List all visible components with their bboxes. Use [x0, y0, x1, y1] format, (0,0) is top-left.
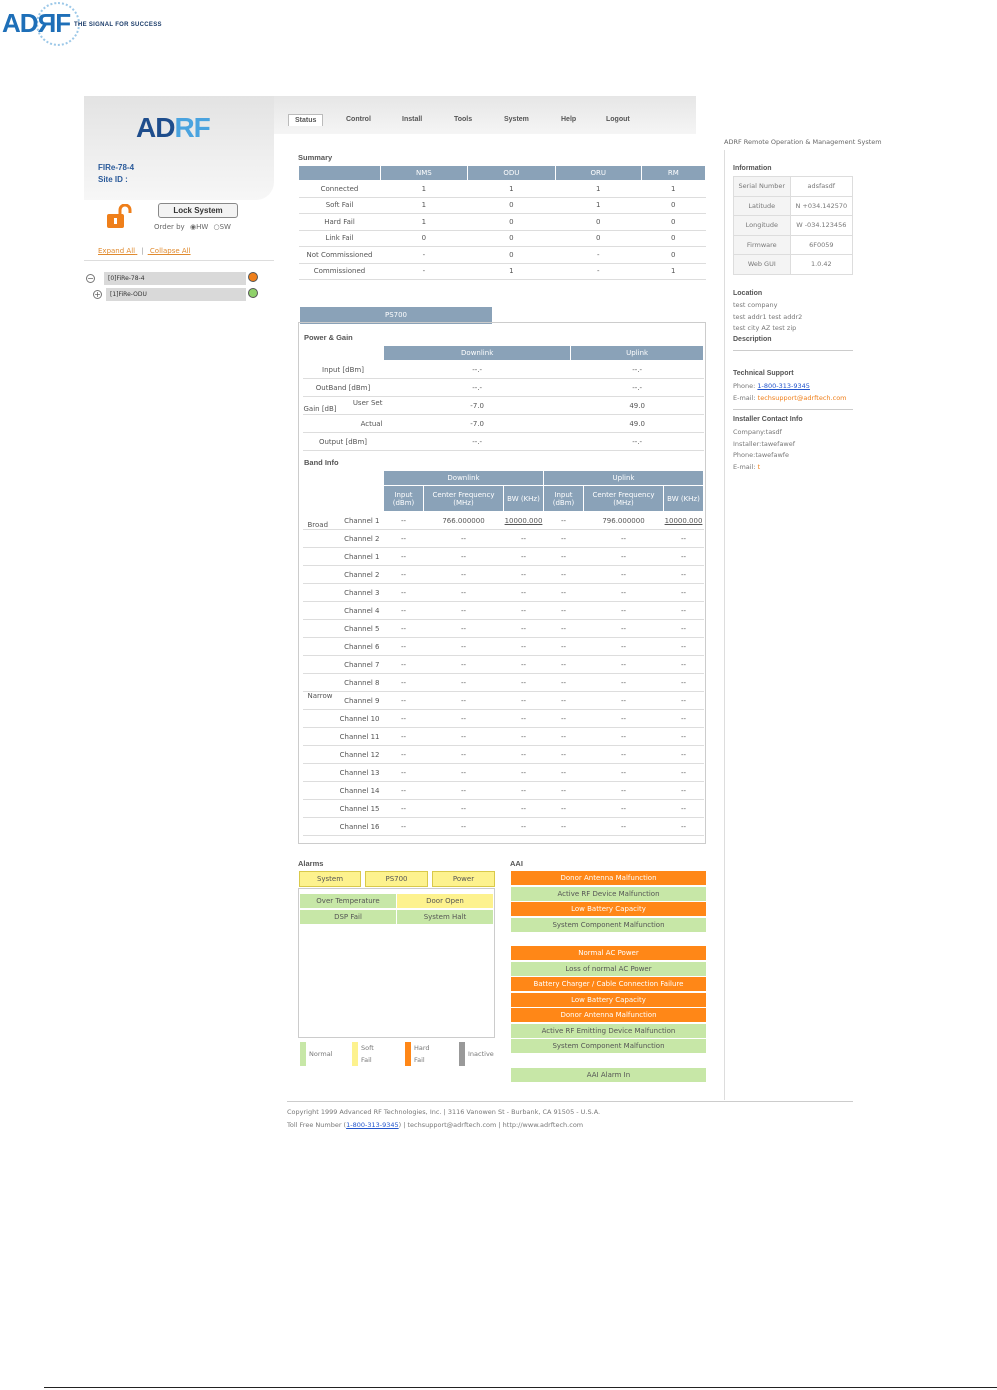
brand-logo: ADRF [136, 112, 210, 143]
main-tab-bar [274, 96, 696, 134]
band-cell: -- [664, 620, 704, 638]
band-cell: -- [544, 692, 584, 710]
summary-cell: - [555, 263, 641, 280]
band-cell: -- [504, 800, 544, 818]
band-cell: -- [544, 548, 584, 566]
unlock-icon[interactable] [106, 204, 132, 230]
info-row [734, 255, 853, 275]
tab-system[interactable]: System [504, 116, 529, 123]
band-cell: 796.000000 [584, 512, 664, 530]
summary-cell: 0 [641, 197, 705, 214]
band-cell: -- [584, 620, 664, 638]
band-row [303, 512, 704, 530]
summary-col: ORU [555, 166, 641, 181]
band-cell: -- [424, 602, 504, 620]
expand-all-link[interactable]: Expand All [98, 247, 136, 255]
legend-swatch [405, 1042, 411, 1066]
band-cell: -- [664, 656, 704, 674]
band-group-label: Broad [307, 521, 329, 529]
band-cell: -- [544, 728, 584, 746]
hw-radio[interactable]: ◉ [189, 223, 197, 231]
installer-email[interactable]: t [757, 462, 761, 471]
channel-label: Channel 9 [344, 696, 380, 705]
band-cell: -- [504, 818, 544, 836]
footer-copyright: Copyright 1999 Advanced RF Technologies, Inc. | 3116 Vanowen St - Burbank, CA 91505 - U.S.A. [287, 1108, 601, 1116]
channel-label: Channel 16 [339, 822, 380, 831]
band-cell: -- [504, 692, 544, 710]
pg-col-uplink: Uplink [571, 346, 704, 361]
band-cell: -- [504, 530, 544, 548]
tech-support-title: Technical Support [733, 370, 794, 377]
band-cell: -- [584, 710, 664, 728]
info-row [734, 235, 853, 255]
tree-expand-toggle[interactable]: + [94, 290, 101, 299]
summary-row-label: Hard Fail [299, 214, 381, 231]
band-cell: -- [584, 566, 664, 584]
summary-cell: 0 [467, 214, 555, 231]
channel-label: Channel 1 [344, 552, 380, 561]
info-key: Longitude [734, 216, 791, 236]
band-cell: -- [384, 530, 424, 548]
summary-cell: - [381, 263, 468, 280]
summary-cell: 1 [555, 197, 641, 214]
band-cell: -- [424, 764, 504, 782]
band-cell: -- [584, 818, 664, 836]
band-cell: -- [424, 674, 504, 692]
doc-header-logo: ADЯF THE SIGNAL FOR SUCCESS [2, 2, 182, 46]
band-cell: -- [584, 530, 664, 548]
info-key: Serial Number [734, 177, 791, 197]
band-cell: -- [584, 674, 664, 692]
band-cell: -- [544, 764, 584, 782]
band-cell: -- [504, 584, 544, 602]
aai-item: Donor Antenna Malfunction [511, 1008, 706, 1022]
information-table [733, 176, 853, 275]
logo-mark: AD [2, 8, 38, 38]
band-cell: -- [544, 710, 584, 728]
band-cell: -- [384, 584, 424, 602]
info-row [734, 196, 853, 216]
band-cell: -- [664, 674, 704, 692]
summary-title: Summary [298, 153, 333, 162]
band-row [303, 674, 704, 692]
band-cell: -- [424, 548, 504, 566]
band-cell: -- [504, 710, 544, 728]
summary-row-label: Soft Fail [299, 197, 381, 214]
band-cell: -- [664, 764, 704, 782]
collapse-all-link[interactable]: Collapse All [149, 247, 191, 255]
band-cell: -- [584, 728, 664, 746]
band-cell: -- [384, 566, 424, 584]
summary-row [299, 197, 706, 214]
band-row [303, 764, 704, 782]
info-key: Firmware [734, 235, 791, 255]
band-cell: -- [424, 692, 504, 710]
band-cell: -- [544, 566, 584, 584]
band-cell: -- [584, 602, 664, 620]
channel-label: Channel 12 [339, 750, 380, 759]
band-cell: -- [504, 566, 544, 584]
summary-cell: 1 [555, 181, 641, 198]
location-lines: test company test addr1 test addr2 test city AZ test zip [733, 301, 803, 332]
band-cell: -- [424, 782, 504, 800]
band-cell: -- [384, 800, 424, 818]
summary-cell: 0 [641, 247, 705, 264]
alarm-tab-power[interactable]: Power [432, 871, 495, 887]
summary-col: RM [641, 166, 705, 181]
channel-label: Channel 13 [339, 768, 380, 777]
summary-row [299, 263, 706, 280]
channel-label: Channel 7 [344, 660, 380, 669]
summary-cell: 1 [381, 197, 468, 214]
footer-contact: Toll Free Number (1-800-313-9345) | techsupport@adrftech.com | http://www.adrftech.com [287, 1121, 584, 1129]
brand-panel [84, 96, 274, 200]
band-cell: -- [584, 548, 664, 566]
channel-label: Channel 15 [339, 804, 380, 813]
pg-col-downlink: Downlink [384, 346, 571, 361]
summary-row [299, 247, 706, 264]
power-gain-title: Power & Gain [304, 333, 353, 342]
aai-item: Low Battery Capacity [511, 902, 706, 916]
legend-swatch [352, 1042, 358, 1066]
band-cell: -- [664, 584, 704, 602]
alarms-title: Alarms [298, 859, 324, 868]
band-row [303, 620, 704, 638]
device-name: FIRe-78-4 [98, 163, 135, 172]
summary-cell: 1 [467, 263, 555, 280]
channel-label: Channel 2 [344, 570, 380, 579]
band-row [303, 530, 704, 548]
band-cell: -- [544, 656, 584, 674]
legend-label: Soft Fail [361, 1044, 374, 1064]
alarm-tab-system[interactable]: System [299, 871, 361, 887]
row-label: Output [dBm] [303, 433, 384, 451]
band-cell: -- [504, 782, 544, 800]
band-info-title: Band Info [304, 458, 339, 467]
band-cell: -- [504, 620, 544, 638]
alarm-tab-ps700[interactable]: PS700 [365, 871, 428, 887]
summary-cell: 0 [555, 230, 641, 247]
legend-swatch [459, 1042, 465, 1066]
band-cell: -- [384, 728, 424, 746]
band-cell: -- [664, 746, 704, 764]
information-title: Information [733, 165, 772, 172]
band-cell: -- [424, 530, 504, 548]
band-cell: -- [544, 800, 584, 818]
band-cell: -- [544, 620, 584, 638]
band-cell: -- [384, 620, 424, 638]
logo-tagline: THE SIGNAL FOR SUCCESS [74, 22, 162, 28]
order-by: Order by ◉HW ○SW [154, 223, 231, 231]
band-cell: -- [424, 746, 504, 764]
channel-label: Channel 6 [344, 642, 380, 651]
channel-label: Channel 2 [344, 534, 380, 543]
tree-item-fire[interactable]: [0]FiRe-78-4 [104, 272, 246, 285]
band-cell: -- [664, 782, 704, 800]
info-value: W -034.123456 [790, 216, 852, 236]
tab-tools[interactable]: Tools [454, 116, 473, 123]
band-cell: -- [544, 602, 584, 620]
band-cell: -- [504, 674, 544, 692]
alarm-over-temperature: Over Temperature [300, 894, 396, 908]
aai-item: Active RF Device Malfunction [511, 887, 706, 901]
band-cell: -- [664, 602, 704, 620]
band-cell: -- [544, 818, 584, 836]
band-cell: -- [384, 548, 424, 566]
band-cell: -- [424, 818, 504, 836]
summary-row [299, 230, 706, 247]
info-row [734, 216, 853, 236]
legend-swatch [300, 1042, 306, 1066]
band-cell: -- [544, 512, 584, 530]
aai-item: System Component Malfunction [511, 918, 706, 932]
band-row [303, 548, 704, 566]
aai-alarm-in: AAI Alarm In [511, 1068, 706, 1082]
support-email-link[interactable]: techsupport@adrftech.com [757, 393, 847, 402]
support-phone-link[interactable]: 1-800-313-9345 [757, 382, 810, 390]
band-cell: -- [384, 602, 424, 620]
power-gain-table: Downlink Uplink Input [dBm] --.- --.- OutBand [dBm] --.- --.- Gain [dB] User Set -7.0 49.0 Actual -7.0 49.0 Output [dBm] --.- --.- [302, 345, 704, 451]
channel-label: Channel 1 [344, 516, 380, 525]
summary-col: NMS [381, 166, 468, 181]
summary-row-label: Commissioned [299, 263, 381, 280]
channel-label: Channel 11 [339, 732, 380, 741]
info-value: adsfasdf [790, 177, 852, 197]
bw-link[interactable]: 10000.000 [664, 512, 704, 530]
band-row [303, 728, 704, 746]
band-cell: -- [664, 638, 704, 656]
channel-label: Channel 10 [339, 714, 380, 723]
band-cell: -- [424, 728, 504, 746]
band-cell: -- [664, 710, 704, 728]
info-value: N +034.142570 [790, 196, 852, 216]
alarm-system-halt: System Halt [397, 910, 493, 924]
summary-cell: - [381, 247, 468, 264]
band-cell: -- [424, 620, 504, 638]
page-bottom-rule [44, 1387, 997, 1388]
system-title: ADRF Remote Operation & Management System [724, 138, 882, 146]
band-cell: -- [584, 638, 664, 656]
aai-item: Loss of normal AC Power [511, 962, 706, 976]
band-col-uplink: Uplink [544, 471, 704, 486]
band-cell: -- [504, 548, 544, 566]
band-row [303, 746, 704, 764]
band-cell: -- [424, 656, 504, 674]
tab-ps700[interactable]: PS700 [300, 307, 492, 324]
band-cell: -- [424, 584, 504, 602]
band-cell: -- [664, 800, 704, 818]
channel-label: Channel 5 [344, 624, 380, 633]
location-title: Location [733, 290, 763, 297]
summary-cell: 0 [467, 197, 555, 214]
legend-label: Normal [309, 1050, 333, 1058]
summary-row [299, 181, 706, 198]
summary-col: ODU [467, 166, 555, 181]
summary-cell: 0 [467, 247, 555, 264]
summary-cell: 1 [381, 214, 468, 231]
aai-item: Battery Charger / Cable Connection Failure [511, 977, 706, 991]
band-cell: -- [544, 530, 584, 548]
band-cell: -- [384, 674, 424, 692]
site-id: Site ID : [98, 175, 128, 184]
band-cell: -- [584, 656, 664, 674]
tree-collapse-toggle[interactable]: − [87, 274, 94, 283]
band-cell: -- [504, 764, 544, 782]
tab-status[interactable]: Status [288, 114, 323, 126]
summary-cell: 1 [641, 181, 705, 198]
summary-cell: 1 [641, 263, 705, 280]
summary-cell: 0 [641, 214, 705, 231]
summary-cell: 1 [381, 181, 468, 198]
tab-logout[interactable]: Logout [606, 116, 630, 123]
summary-cell: 0 [381, 230, 468, 247]
band-cell: -- [504, 728, 544, 746]
band-cell: -- [424, 800, 504, 818]
band-cell: -- [504, 746, 544, 764]
band-cell: -- [424, 710, 504, 728]
installer-title: Installer Contact Info [733, 416, 803, 423]
channel-label: Channel 8 [344, 678, 380, 687]
band-row [303, 710, 704, 728]
alarm-door-open: Door Open [397, 894, 493, 908]
band-cell: -- [544, 584, 584, 602]
summary-row-label: Link Fail [299, 230, 381, 247]
divider [84, 260, 274, 261]
summary-col-blank [299, 166, 381, 181]
band-row [303, 584, 704, 602]
band-cell: -- [384, 818, 424, 836]
band-cell: -- [664, 566, 704, 584]
band-cell: -- [584, 746, 664, 764]
summary-cell: - [555, 247, 641, 264]
band-row [303, 602, 704, 620]
band-cell: -- [384, 764, 424, 782]
lock-system-button[interactable]: Lock System [158, 203, 238, 218]
summary-table [298, 165, 706, 280]
band-cell: -- [504, 656, 544, 674]
band-cell: -- [384, 710, 424, 728]
bw-link[interactable]: 10000.000 [504, 512, 544, 530]
band-cell: -- [544, 674, 584, 692]
status-indicator [248, 288, 258, 298]
band-cell: -- [384, 692, 424, 710]
summary-row [299, 214, 706, 231]
aai-item: Donor Antenna Malfunction [511, 871, 706, 885]
summary-row-label: Not Commissioned [299, 247, 381, 264]
band-info-table: Downlink Uplink Input (dBm) Center Frequency (MHz) BW (KHz) Input (dBm) Center Frequency (MHz) BW (KHz) Broad Channel 1 -- 766.000000 10000.000 -- 796.000000 10000.000 Channel 2 -- -- -- -- -- -- Narrow Channel 1 -- -- -- -- -- -- Channel 2 -- -- -- -- -- -- Channel 3 -- -- -- -- -- -- Channel 4 -- -- -- -- -- -- Channel 5 -- -- -- -- -- -- Channel 6 -- -- -- -- -- -- Channel 7 -- -- -- -- -- -- Channel 8 -- -- -- -- -- -- Channel 9 -- -- -- -- -- -- Channel 10 -- -- -- -- -- -- Channel 11 -- -- -- -- -- -- Channel 12 -- -- -- -- -- -- Channel 13 -- -- -- -- -- -- Channel 14 -- -- -- -- -- -- Channel 15 -- -- -- -- -- -- Channel 16 -- -- -- -- -- -- [302, 470, 704, 836]
band-cell: -- [384, 782, 424, 800]
info-row [734, 177, 853, 197]
aai-item: Low Battery Capacity [511, 993, 706, 1007]
summary-cell: 0 [467, 230, 555, 247]
channel-label: Channel 4 [344, 606, 380, 615]
band-cell: -- [424, 638, 504, 656]
footer-phone-link[interactable]: 1-800-313-9345 [346, 1121, 399, 1129]
summary-cell: 0 [555, 214, 641, 231]
band-cell: -- [584, 692, 664, 710]
column-divider [724, 150, 725, 1100]
tab-help[interactable]: Help [561, 116, 577, 123]
info-value: 6F0059 [790, 235, 852, 255]
logo-mark-f: F [55, 8, 71, 38]
aai-item: Normal AC Power [511, 946, 706, 960]
band-cell: -- [544, 638, 584, 656]
band-cell: -- [424, 566, 504, 584]
band-group-label: Narrow [307, 692, 333, 700]
status-indicator [248, 272, 258, 282]
sw-radio[interactable]: ○ [213, 223, 220, 231]
tab-install[interactable]: Install [402, 116, 423, 123]
band-cell: -- [384, 656, 424, 674]
band-row [303, 638, 704, 656]
band-row [303, 692, 704, 710]
band-cell: -- [664, 530, 704, 548]
summary-row-label: Connected [299, 181, 381, 198]
band-cell: -- [384, 512, 424, 530]
tree-item-odu[interactable]: [1]FiRe-ODU [106, 288, 246, 301]
info-value: 1.0.42 [790, 255, 852, 275]
band-col-downlink: Downlink [384, 471, 544, 486]
info-key: Latitude [734, 196, 791, 216]
band-cell: -- [504, 638, 544, 656]
band-cell: -- [664, 692, 704, 710]
channel-label: Channel 14 [339, 786, 380, 795]
band-row [303, 656, 704, 674]
band-cell: -- [544, 782, 584, 800]
band-row [303, 782, 704, 800]
band-cell: -- [584, 800, 664, 818]
aai-title: AAI [510, 859, 523, 868]
summary-cell: 1 [467, 181, 555, 198]
band-cell: 766.000000 [424, 512, 504, 530]
band-row [303, 800, 704, 818]
info-key: Web GUI [734, 255, 791, 275]
channel-label: Channel 3 [344, 588, 380, 597]
band-cell: -- [384, 638, 424, 656]
band-cell: -- [584, 782, 664, 800]
band-cell: -- [544, 746, 584, 764]
aai-item: Active RF Emitting Device Malfunction [511, 1024, 706, 1038]
band-cell: -- [504, 602, 544, 620]
row-label: OutBand [dBm] [303, 379, 384, 397]
description-title: Description [733, 336, 772, 343]
summary-cell: 0 [641, 230, 705, 247]
tab-control[interactable]: Control [346, 116, 371, 123]
band-cell: -- [664, 728, 704, 746]
band-cell: -- [384, 746, 424, 764]
legend-label: Hard Fail [414, 1044, 430, 1064]
band-cell: -- [664, 548, 704, 566]
row-label: Gain [dB] [303, 404, 337, 413]
band-cell: -- [664, 818, 704, 836]
band-cell: -- [584, 764, 664, 782]
band-cell: -- [584, 584, 664, 602]
aai-item: System Component Malfunction [511, 1039, 706, 1053]
row-label: Input [dBm] [303, 361, 384, 379]
alarm-dsp-fail: DSP Fail [300, 910, 396, 924]
band-row [303, 566, 704, 584]
band-row [303, 818, 704, 836]
legend-label: Inactive [468, 1050, 494, 1058]
